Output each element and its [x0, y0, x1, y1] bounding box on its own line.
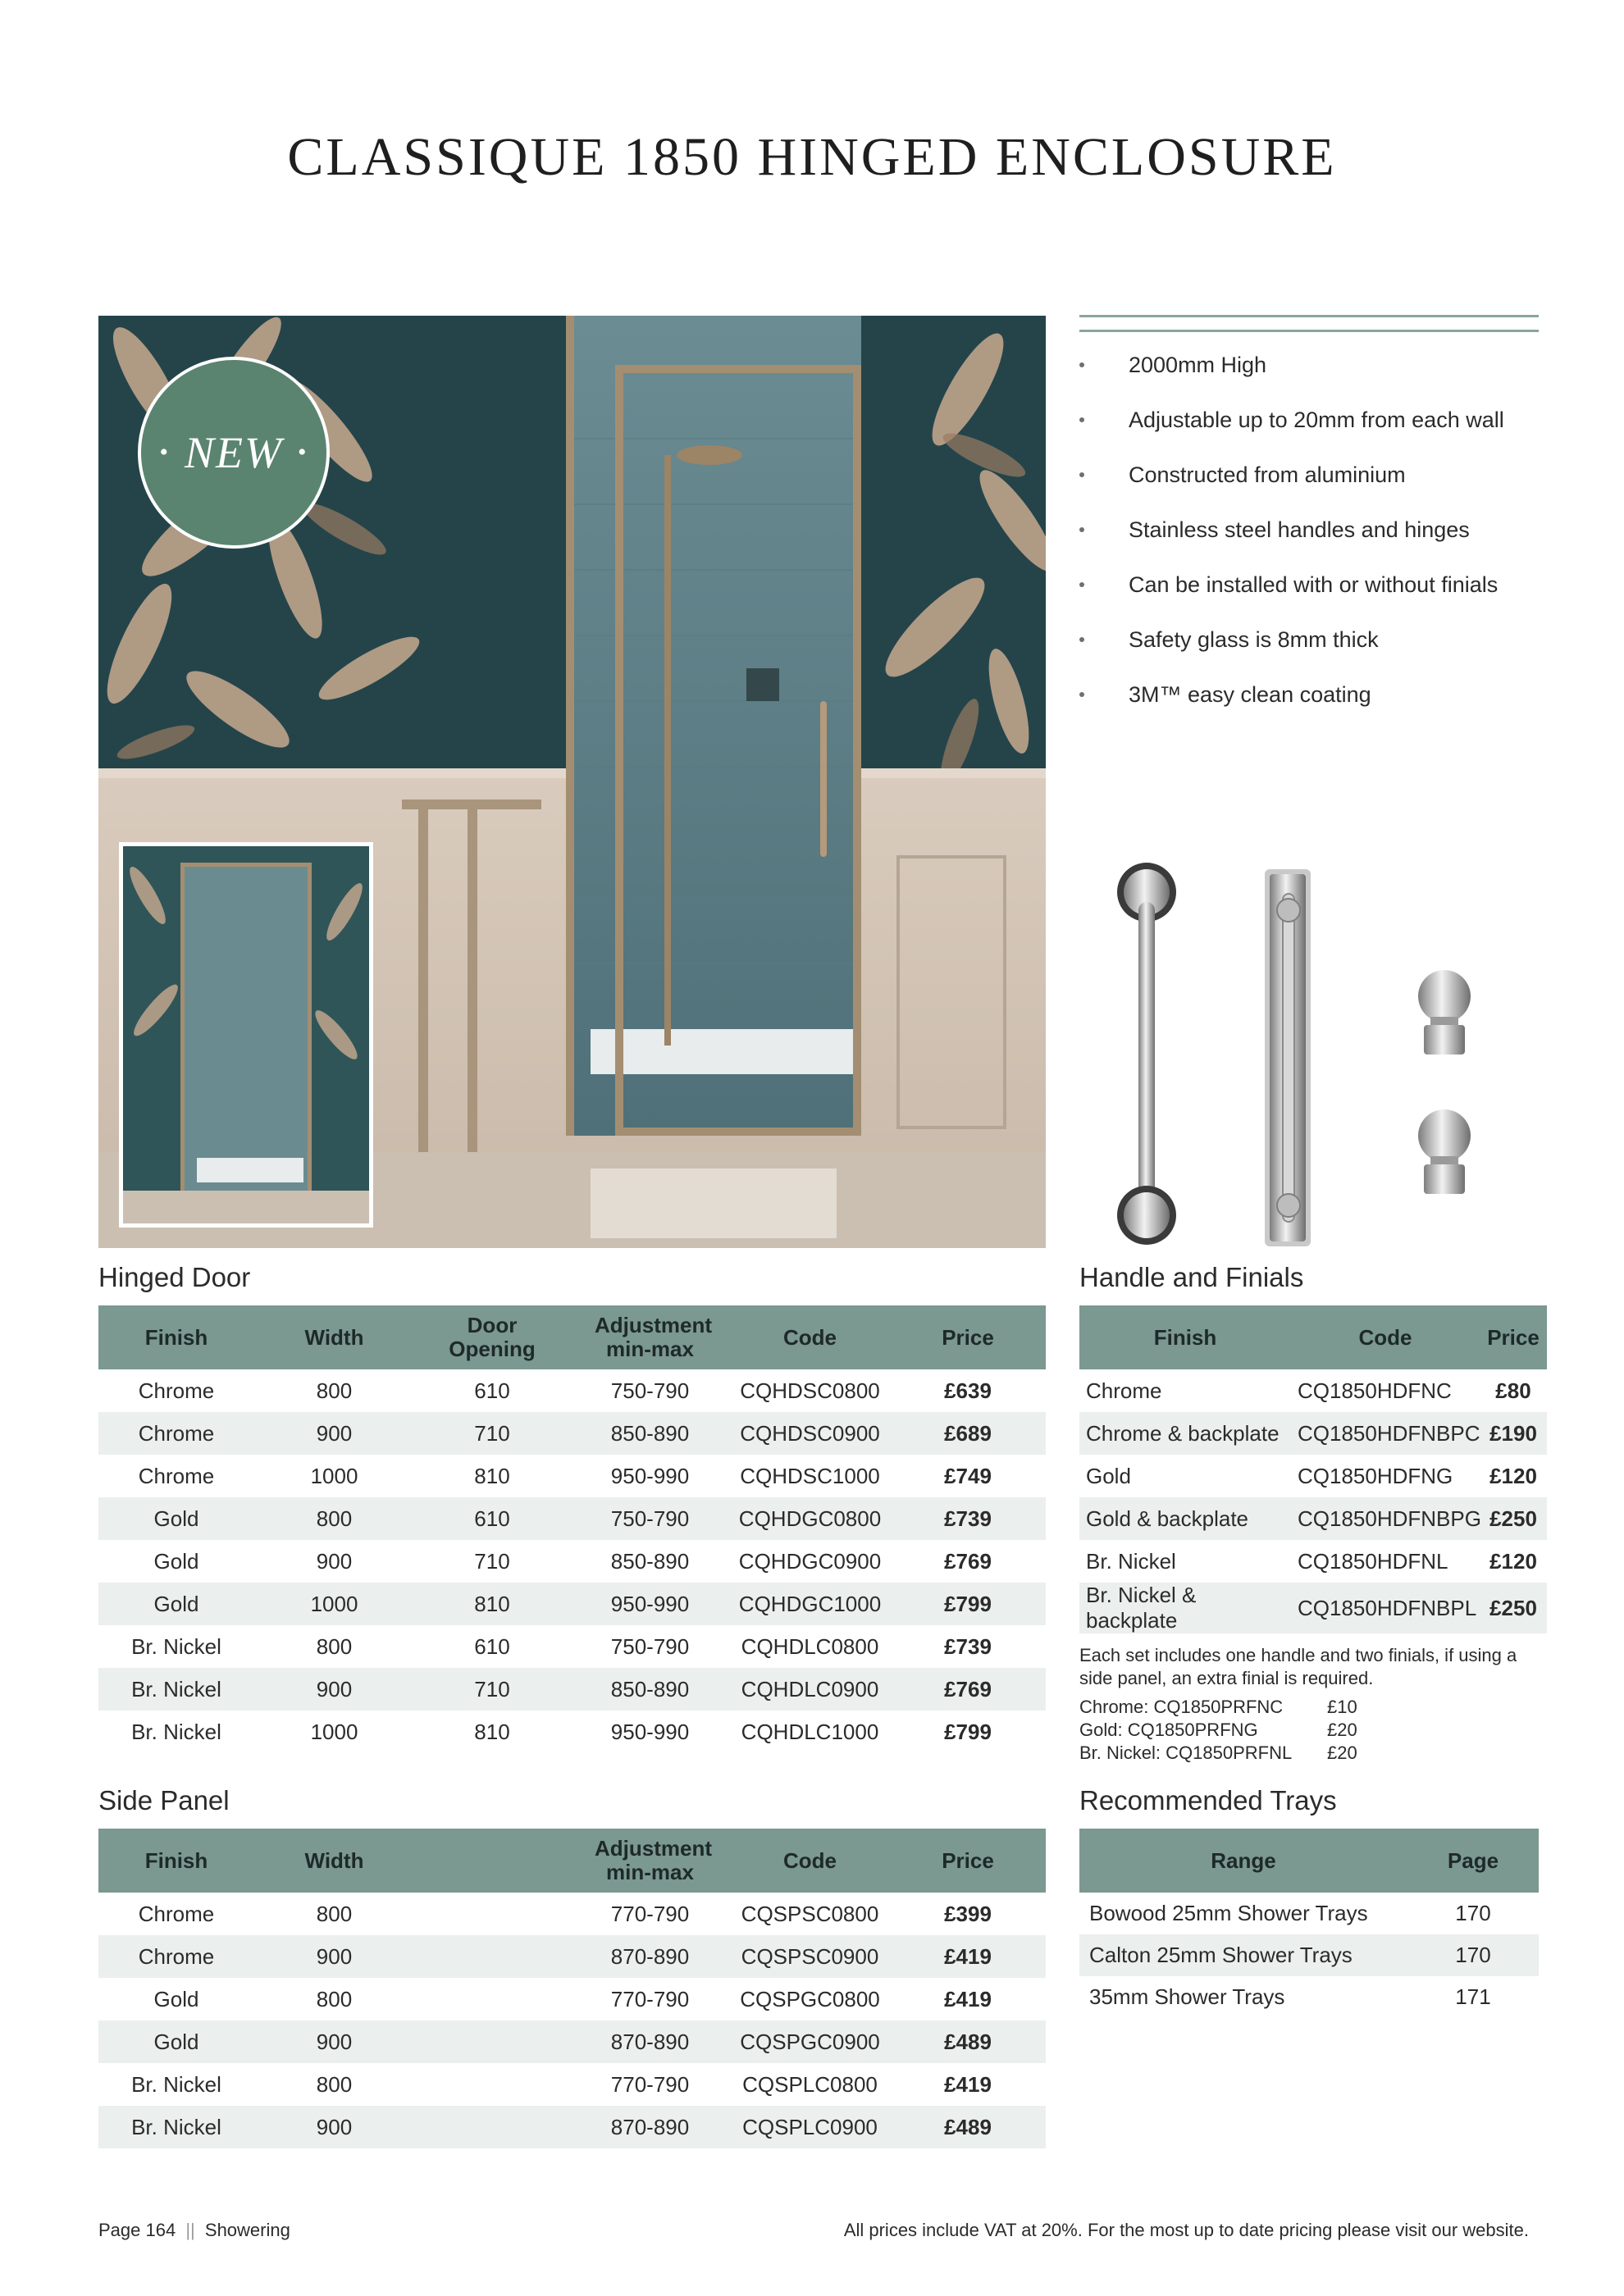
width-cell: 800 — [316, 2071, 353, 2097]
price-cell: £739 — [944, 1633, 992, 1659]
feature-divider-top — [1079, 315, 1539, 317]
extra-finial-row — [1079, 1719, 1407, 1742]
table-row — [98, 1369, 1046, 1412]
table-header-row — [98, 1305, 1046, 1369]
side-panel-table — [98, 1829, 1046, 2148]
code-cell: CQSPLC0900 — [730, 2106, 890, 2148]
handle-finials-photo — [1079, 853, 1539, 1263]
finish-cell: Chrome — [98, 1935, 254, 1978]
code-cell: CQ1850HDFNL — [1298, 1548, 1448, 1574]
table-row — [98, 1893, 1046, 1935]
price-cell: £769 — [944, 1548, 992, 1574]
bullet-icon — [1079, 362, 1084, 367]
table-row — [98, 1412, 1046, 1455]
handles-rows — [1079, 1369, 1547, 1633]
price-cell: £250 — [1480, 1497, 1547, 1540]
door-opening-cell: 710 — [474, 1548, 510, 1574]
width-cell: 800 — [316, 1633, 353, 1659]
column-header-finish: Finish — [98, 1829, 254, 1893]
hinged-door-heading: Hinged Door — [98, 1262, 251, 1292]
price-cell: £399 — [944, 1901, 992, 1926]
price-cell: £419 — [944, 1986, 992, 2011]
column-header-price: Price — [890, 1305, 1046, 1369]
table-cell-empty — [414, 2063, 570, 2106]
width-cell: 900 — [254, 1668, 414, 1711]
column-header-adjustment: Adjustment min-max — [570, 1829, 730, 1893]
finish-cell: Gold — [1086, 1463, 1131, 1488]
code-cell: CQ1850HDFNBPC — [1291, 1412, 1480, 1455]
code-cell: CQHDSC0800 — [740, 1378, 880, 1403]
code-cell: CQSPLC0800 — [742, 2071, 878, 2097]
extra-finial-row — [1079, 1742, 1407, 1765]
price-cell: £489 — [890, 2020, 1046, 2063]
code-cell: CQSPSC0900 — [730, 1935, 890, 1978]
feature-item — [1079, 619, 1539, 674]
finish-cell: Chrome — [138, 1463, 215, 1488]
bullet-icon — [1079, 472, 1084, 477]
width-cell: 1000 — [310, 1463, 358, 1488]
finish-cell: Br. Nickel — [1086, 1548, 1176, 1574]
feature-text: Adjustable up to 20mm from each wall — [1129, 408, 1504, 432]
range-cell: 35mm Shower Trays — [1089, 1984, 1285, 2009]
column-header-page: Page — [1407, 1829, 1539, 1893]
bullet-icon — [1079, 692, 1084, 697]
feature-item — [1079, 344, 1539, 399]
feature-divider-bottom — [1079, 330, 1539, 332]
feature-item — [1079, 454, 1539, 509]
range-cell: Calton 25mm Shower Trays — [1079, 1934, 1407, 1976]
adjustment-cell: 950-990 — [610, 1719, 690, 1744]
price-cell: £689 — [890, 1412, 1046, 1455]
table-cell-empty — [414, 2020, 570, 2063]
bullet-icon — [1079, 417, 1084, 422]
code-cell: CQHDLC1000 — [741, 1719, 879, 1744]
page-cell: 170 — [1407, 1934, 1539, 1976]
price-cell: £769 — [890, 1668, 1046, 1711]
column-header-door-opening: Door Opening — [414, 1305, 570, 1369]
width-cell: 800 — [254, 1497, 414, 1540]
price-cell: £80 — [1495, 1378, 1531, 1403]
extra-finial-price: £20 — [1327, 1720, 1357, 1740]
feature-text: Stainless steel handles and hinges — [1129, 517, 1470, 542]
feature-item — [1079, 509, 1539, 564]
finish-cell: Br. Nickel — [98, 1668, 254, 1711]
table-row — [98, 1540, 1046, 1583]
price-cell: £749 — [944, 1463, 992, 1488]
adjustment-cell: 750-790 — [610, 1633, 690, 1659]
badge-dot-right: • — [298, 439, 308, 466]
door-opening-cell: 710 — [414, 1668, 570, 1711]
hinged-door-rows — [98, 1369, 1046, 1753]
price-cell: £190 — [1480, 1412, 1547, 1455]
column-header-code: Code — [730, 1305, 890, 1369]
price-cell: £250 — [1480, 1583, 1547, 1633]
table-cell-empty — [414, 1935, 570, 1978]
table-row — [98, 1625, 1046, 1668]
column-header-price: Price — [890, 1829, 1046, 1893]
column-header-finish: Finish — [98, 1305, 254, 1369]
table-row — [1079, 1976, 1539, 2018]
feature-list — [1079, 344, 1539, 729]
finish-cell: Chrome & backplate — [1079, 1412, 1291, 1455]
code-cell: CQSPGC0900 — [730, 2020, 890, 2063]
table-row — [98, 1935, 1046, 1978]
trays-table — [1079, 1829, 1539, 2018]
code-cell: CQHDSC1000 — [740, 1463, 880, 1488]
code-cell: CQHDGC0800 — [730, 1497, 890, 1540]
code-cell: CQSPSC0800 — [741, 1901, 879, 1926]
code-cell: CQHDGC1000 — [730, 1583, 890, 1625]
finish-cell: Gold — [153, 1986, 199, 2011]
table-row — [98, 1497, 1046, 1540]
feature-text: Safety glass is 8mm thick — [1129, 627, 1379, 652]
page-cell: 171 — [1455, 1984, 1491, 2009]
price-cell: £120 — [1489, 1463, 1537, 1488]
table-row — [1079, 1455, 1547, 1497]
width-cell: 800 — [316, 1378, 353, 1403]
width-cell: 900 — [254, 1412, 414, 1455]
page-footer-left — [98, 2220, 290, 2241]
section-name: Showering — [204, 2220, 290, 2240]
adjustment-cell: 950-990 — [570, 1583, 730, 1625]
price-cell: £120 — [1489, 1548, 1537, 1574]
code-cell: CQHDSC0900 — [730, 1412, 890, 1455]
table-row — [1079, 1412, 1547, 1455]
side-panel-heading: Side Panel — [98, 1785, 230, 1815]
range-cell: Bowood 25mm Shower Trays — [1089, 1901, 1368, 1925]
badge-dot-left: • — [159, 439, 170, 466]
table-row — [1079, 1540, 1547, 1583]
table-row — [98, 1711, 1046, 1753]
table-row — [1079, 1369, 1547, 1412]
feature-item — [1079, 564, 1539, 619]
table-row — [98, 1978, 1046, 2020]
finish-cell: Br. Nickel & backplate — [1079, 1583, 1291, 1633]
adjustment-cell: 870-890 — [570, 2106, 730, 2148]
adjustment-cell: 870-890 — [570, 1935, 730, 1978]
price-cell: £489 — [890, 2106, 1046, 2148]
page-cell: 170 — [1455, 1901, 1491, 1925]
price-cell: £419 — [890, 1935, 1046, 1978]
bullet-icon — [1079, 637, 1084, 642]
feature-item — [1079, 399, 1539, 454]
feature-text: 2000mm High — [1129, 353, 1267, 377]
feature-text: Constructed from aluminium — [1129, 462, 1406, 487]
inset-photo — [119, 842, 373, 1228]
feature-item — [1079, 674, 1539, 729]
adjustment-cell: 850-890 — [570, 1668, 730, 1711]
price-cell: £799 — [944, 1719, 992, 1744]
column-header-price: Price — [1480, 1305, 1547, 1369]
side-panel-rows — [98, 1893, 1046, 2148]
table-cell-empty — [414, 2106, 570, 2148]
footer-separator: || — [185, 2220, 195, 2240]
door-opening-cell: 610 — [474, 1633, 510, 1659]
trays-heading: Recommended Trays — [1079, 1785, 1337, 1815]
column-header-code: Code — [1291, 1305, 1480, 1369]
adjustment-cell: 770-790 — [610, 1901, 690, 1926]
finish-cell: Gold — [98, 2020, 254, 2063]
finish-cell: Gold & backplate — [1079, 1497, 1291, 1540]
finials-note: Each set includes one handle and two finials, if using a side panel, an extra finial is required. — [1079, 1645, 1517, 1688]
adjustment-cell: 950-990 — [610, 1463, 690, 1488]
door-opening-cell: 810 — [414, 1583, 570, 1625]
code-cell: CQ1850HDFNBPL — [1291, 1583, 1480, 1633]
adjustment-cell: 870-890 — [570, 2020, 730, 2063]
finish-cell: Chrome — [138, 1378, 215, 1403]
extra-finial-code: Gold: CQ1850PRFNG — [1079, 1720, 1258, 1740]
price-cell: £799 — [890, 1583, 1046, 1625]
bullet-icon — [1079, 582, 1084, 587]
width-cell: 800 — [316, 1986, 353, 2011]
adjustment-cell: 770-790 — [610, 2071, 690, 2097]
width-cell: 800 — [316, 1901, 353, 1926]
width-cell: 900 — [254, 1935, 414, 1978]
column-header-range: Range — [1079, 1829, 1407, 1893]
code-cell: CQHDLC0800 — [741, 1633, 879, 1659]
table-header-row — [98, 1829, 1046, 1893]
column-header-code: Code — [730, 1829, 890, 1893]
door-opening-cell: 610 — [474, 1378, 510, 1403]
extra-finial-code: Chrome: CQ1850PRFNC — [1079, 1697, 1284, 1717]
code-cell: CQHDGC0900 — [738, 1548, 882, 1574]
adjustment-cell: 850-890 — [610, 1548, 690, 1574]
finish-cell: Gold — [98, 1497, 254, 1540]
extra-finial-row — [1079, 1696, 1407, 1719]
finish-cell: Br. Nickel — [131, 1719, 221, 1744]
finish-cell: Br. Nickel — [131, 2071, 221, 2097]
table-row — [1079, 1497, 1547, 1540]
new-badge — [138, 357, 330, 549]
extra-finial-code: Br. Nickel: CQ1850PRFNL — [1079, 1742, 1293, 1763]
table-row — [98, 2106, 1046, 2148]
code-cell: CQSPGC0800 — [740, 1986, 880, 2011]
page-title: CLASSIQUE 1850 HINGED ENCLOSURE — [287, 127, 1337, 187]
column-header-width: Width — [254, 1829, 414, 1893]
table-row — [1079, 1893, 1539, 1934]
width-cell: 900 — [254, 2020, 414, 2063]
width-cell: 900 — [316, 1548, 353, 1574]
trays-rows — [1079, 1893, 1539, 2018]
door-opening-cell: 610 — [414, 1497, 570, 1540]
width-cell: 1000 — [310, 1719, 358, 1744]
column-header-empty — [414, 1829, 570, 1893]
finish-cell: Gold — [153, 1548, 199, 1574]
hinged-door-table — [98, 1305, 1046, 1753]
price-cell: £419 — [944, 2071, 992, 2097]
extra-finials-list — [1079, 1696, 1407, 1765]
table-row — [98, 2020, 1046, 2063]
column-header-finish: Finish — [1079, 1305, 1291, 1369]
table-row — [1079, 1934, 1539, 1976]
page-number: Page 164 — [98, 2220, 176, 2240]
table-row — [98, 1455, 1046, 1497]
finish-cell: Br. Nickel — [98, 2106, 254, 2148]
door-opening-cell: 810 — [474, 1719, 510, 1744]
extra-finial-price: £10 — [1327, 1697, 1357, 1717]
door-opening-cell: 710 — [414, 1412, 570, 1455]
column-header-adjustment: Adjustment min-max — [570, 1305, 730, 1369]
code-cell: CQ1850HDFNG — [1298, 1463, 1453, 1488]
adjustment-cell: 850-890 — [570, 1412, 730, 1455]
finish-cell: Br. Nickel — [131, 1633, 221, 1659]
handles-heading: Handle and Finials — [1079, 1262, 1304, 1292]
table-row — [98, 1583, 1046, 1625]
table-header-row — [1079, 1305, 1547, 1369]
adjustment-cell: 750-790 — [570, 1497, 730, 1540]
finish-cell: Gold — [98, 1583, 254, 1625]
handles-table — [1079, 1305, 1547, 1633]
badge-label: NEW — [185, 428, 283, 477]
feature-text: 3M™ easy clean coating — [1129, 682, 1371, 707]
table-cell-empty — [414, 1978, 570, 2020]
pricing-disclaimer: All prices include VAT at 20%. For the most up to date pricing please visit our website. — [843, 2220, 1529, 2240]
price-cell: £739 — [890, 1497, 1046, 1540]
column-header-width: Width — [254, 1305, 414, 1369]
width-cell: 900 — [254, 2106, 414, 2148]
door-opening-cell: 810 — [474, 1463, 510, 1488]
code-cell: CQ1850HDFNC — [1298, 1378, 1452, 1403]
finish-cell: Chrome — [98, 1412, 254, 1455]
table-row — [98, 2063, 1046, 2106]
bullet-icon — [1079, 527, 1084, 532]
price-cell: £639 — [944, 1378, 992, 1403]
table-row — [1079, 1583, 1547, 1633]
extra-finial-price: £20 — [1327, 1742, 1357, 1763]
table-header-row — [1079, 1829, 1539, 1893]
table-cell-empty — [414, 1893, 570, 1935]
finish-cell: Chrome — [1086, 1378, 1162, 1403]
adjustment-cell: 750-790 — [610, 1378, 690, 1403]
adjustment-cell: 770-790 — [610, 1986, 690, 2011]
code-cell: CQHDLC0900 — [730, 1668, 890, 1711]
code-cell: CQ1850HDFNBPG — [1291, 1497, 1480, 1540]
finish-cell: Chrome — [138, 1901, 215, 1926]
width-cell: 1000 — [254, 1583, 414, 1625]
feature-text: Can be installed with or without finials — [1129, 572, 1499, 597]
table-row — [98, 1668, 1046, 1711]
